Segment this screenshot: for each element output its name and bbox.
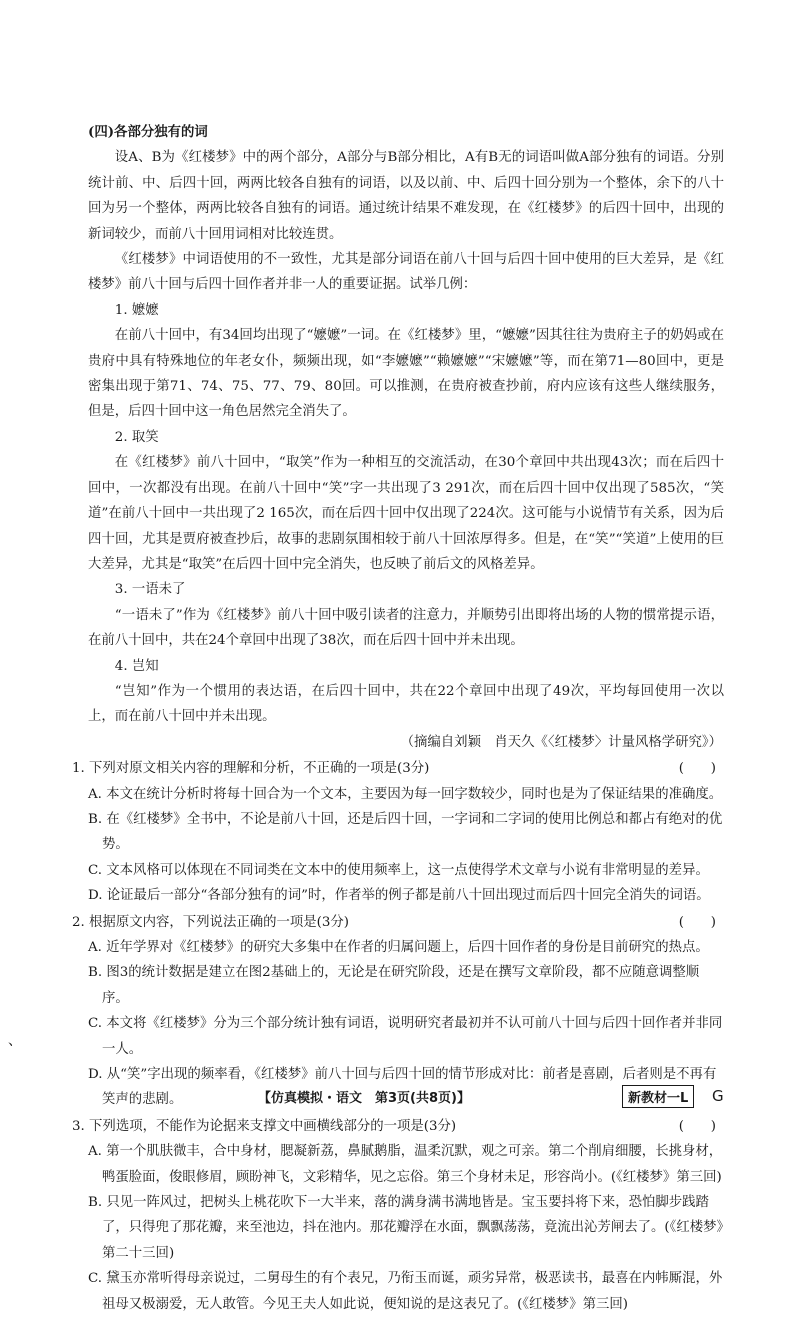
option: A. 第一个肌肤微丰，合中身材，腮凝新荔，鼻腻鹅脂，温柔沉默，观之可亲。第二个削肩细腰，长挑身材，鸭蛋脸面，俊眼修眉，顾盼神飞，文彩精华，见之忘俗。第三个身材未足，形容尚小。(《红楼梦》第三回) xyxy=(88,1144,723,1185)
page-content xyxy=(72,120,724,1317)
example-body: “一语未了”作为《红楼梦》前八十回中吸引读者的注意力，并顺势引出即将出场的人物的惯常提示语，在前八十回中，共在24个章回中出现了38次，而在后四十回中并未出现。 xyxy=(88,607,724,649)
paragraph: 《红楼梦》中词语使用的不一致性，尤其是部分词语在前八十回与后四十回中使用的巨大差异，是《红楼梦》前八十回与后四十回作者并非一人的重要证据。试举几例： xyxy=(88,252,724,293)
option: C. 本文将《红楼梦》分为三个部分统计独有词语，说明研究者最初并不认可前八十回与后四十回作者并非同一人。 xyxy=(88,1016,723,1057)
margin-mark: 、 xyxy=(8,1033,22,1049)
answer-blank: ( ) xyxy=(678,1118,716,1134)
example-body: 在《红楼梦》前八十回中，“取笑”作为一种相互的交流活动，在30个章回中共出现43次；而在后四十回中，一次都没有出现。在前八十回中“笑”字一共出现了3 291次，而在后四十回中仅出现了585次，“笑道”在前八十回中一共出现了2 165次，而在后四十回中仅出现了224次。这可能与小说情节有关系，因为后四十回，尤其是贾府被查抄后，故事的悲剧氛围相较于前八十回浓厚得多。但是，在“笑”“笑道”上使用的巨大差异，尤其是“取笑”在后四十回中完全消失，也反映了前后文的风格差异。 xyxy=(88,455,724,572)
question-stem: 2. 根据原文内容，下列说法正确的一项是(3分) xyxy=(72,914,350,930)
answer-blank: ( ) xyxy=(678,914,716,930)
option: B. 图3的统计数据是建立在图2基础上的，无论是在研究阶段，还是在撰写文章阶段，都不应随意调整顺序。 xyxy=(88,965,700,1006)
question-2 xyxy=(72,910,724,1113)
example-heading: 1. 嬷嬷 xyxy=(114,302,159,318)
example-heading: 2. 取笑 xyxy=(114,429,159,445)
version-letter: G xyxy=(712,1087,724,1105)
section-title: (四)各部分独有的词 xyxy=(88,124,208,140)
example-heading: 4. 岂知 xyxy=(114,658,159,674)
question-1 xyxy=(72,756,724,908)
question-3 xyxy=(72,1114,724,1317)
option: C. 黛玉亦常听得母亲说过，二舅母生的有个表兄，乃衔玉而诞，顽劣异常，极恶读书，最喜在内帏厮混，外祖母又极溺爱，无人敢管。今见王夫人如此说，便知说的是这表兄了。(《红楼梦》第三回) xyxy=(88,1271,723,1312)
edition-tag: 新教材一L xyxy=(622,1085,694,1108)
option: D. 从“笑”字出现的频率看，《红楼梦》前八十回与后四十回的情节形成对比：前者是喜剧，后者则是不再有笑声的悲剧。 xyxy=(88,1067,717,1108)
question-stem: 3. 下列选项，不能作为论据来支撑文中画横线部分的一项是(3分) xyxy=(72,1118,457,1134)
option: B. 只见一阵风过，把树头上桃花吹下一大半来，落的满身满书满地皆是。宝玉要抖将下来，恐怕脚步践踏了，只得兜了那花瓣，来至池边，抖在池内。那花瓣浮在水面，飘飘荡荡，竟流出沁芳闸去了。(《红楼梦》第二十三回) xyxy=(88,1195,724,1261)
page-number: 【仿真模拟・语文 第3页(共8页)】 xyxy=(258,1091,470,1106)
page-footer xyxy=(0,1085,800,1111)
option: B. 在《红楼梦》全书中，不论是前八十回，还是后四十回，一字词和二字词的使用比例总和都占有绝对的优势。 xyxy=(88,811,723,853)
option: A. 近年学界对《红楼梦》的研究大多集中在作者的归属问题上，后四十回作者的身份是目前研究的热点。 xyxy=(88,940,709,955)
source-citation: （摘编自刘颖 肖天久《〈红楼梦〉计量风格学研究》） xyxy=(400,734,722,750)
example-body: “岂知”作为一个惯用的表达语，在后四十回中，共在22个章回中出现了49次，平均每回使用一次以上，而在前八十回中并未出现。 xyxy=(88,683,724,725)
option: D. 论证最后一部分“各部分独有的词”时，作者举的例子都是前八十回出现过而后四十回完全消失的词语。 xyxy=(88,888,710,904)
example-body: 在前八十回中，有34回均出现了“嬷嬷”一词。在《红楼梦》里，“嬷嬷”因其往往为贵府主子的奶妈或在贵府中具有特殊地位的年老女仆，频频出现，如“李嬷嬷”“赖嬷嬷”“宋嬷嬷”等，而在第71—80回中，更是密集出现于第71、74、75、77、79、80回。可以推测，在贵府被查抄前，府内应该有这些人继续服务，但是，后四十回中这一角色居然完全消失了。 xyxy=(88,328,724,420)
paragraph: 设A、B为《红楼梦》中的两个部分，A部分与B部分相比，A有B无的词语叫做A部分独有的词语。分别统计前、中、后四十回，两两比较各自独有的词语，以及以前、中、后四十回分别为一个整体，余下的八十回为另一个整体，两两比较各自独有的词语。通过统计结果不难发现，在《红楼梦》的后四十回中，出现的新词较少，而前八十回用词相对比较连贯。 xyxy=(88,150,724,242)
example-heading: 3. 一语未了 xyxy=(114,582,186,598)
option: C. 文本风格可以体现在不同词类在文本中的使用频率上，这一点使得学术文章与小说有非常明显的差异。 xyxy=(88,862,709,878)
answer-blank: ( ) xyxy=(678,761,716,777)
option: A. 本文在统计分析时将每十回合为一个文本，主要因为每一回字数较少，同时也是为了保证结果的准确度。 xyxy=(88,786,723,802)
question-stem: 1. 下列对原文相关内容的理解和分析，不正确的一项是(3分) xyxy=(72,761,430,777)
